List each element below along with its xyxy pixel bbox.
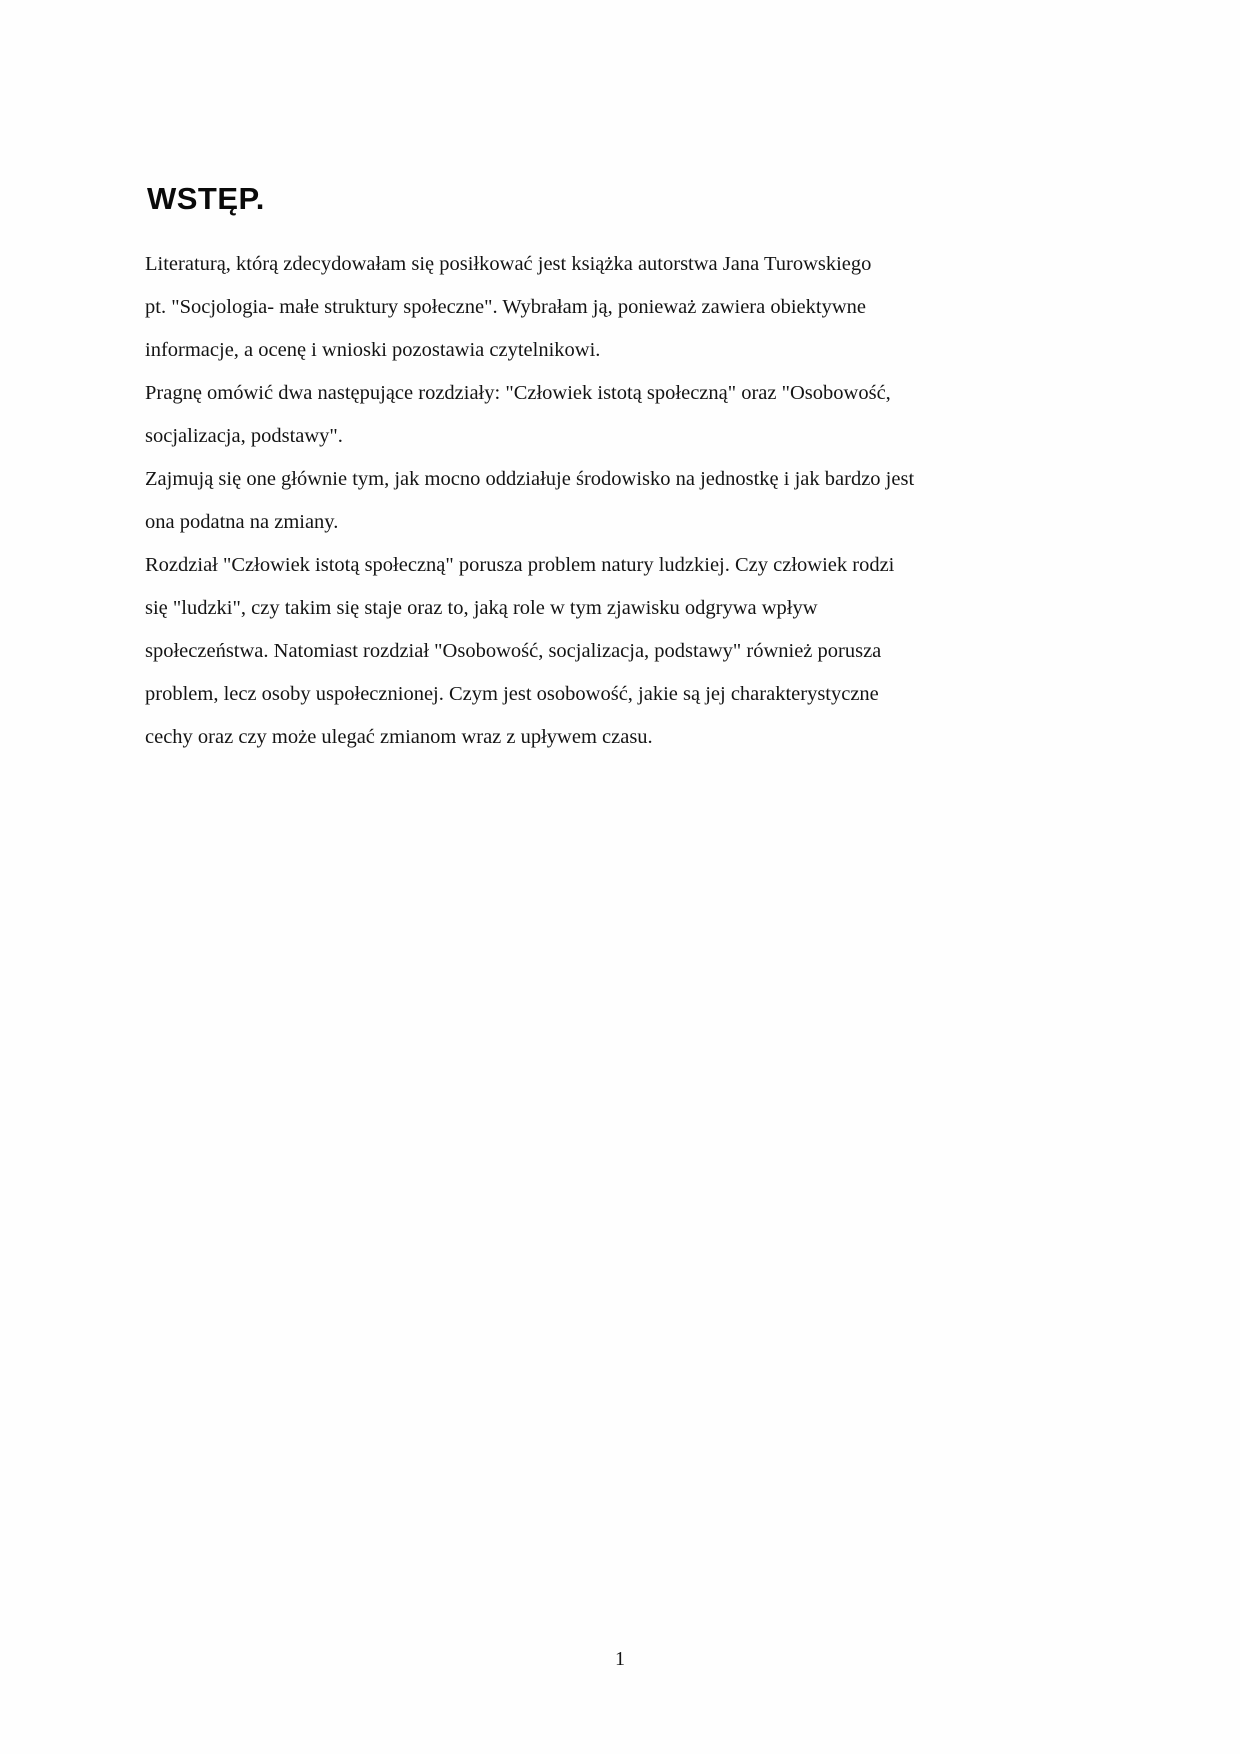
intro-paragraph (145, 243, 1155, 759)
paragraph-line: ona podatna na zmiany. (145, 511, 339, 533)
page-number: 1 (615, 1648, 625, 1670)
paragraph-line: socjalizacja, podstawy". (145, 425, 343, 447)
paragraph-line: pt. "Socjologia- małe struktury społeczne". Wybrałam ją, ponieważ zawiera obiektywne (145, 296, 866, 318)
paragraph-line: cechy oraz czy może ulegać zmianom wraz z upływem czasu. (145, 726, 653, 748)
paragraph-line: problem, lecz osoby uspołecznionej. Czym jest osobowość, jakie są jej charakterystyczne (145, 683, 879, 705)
paragraph-line: się "ludzki", czy takim się staje oraz to, jaką role w tym zjawisku odgrywa wpływ (145, 597, 818, 619)
paragraph-line: Rozdział "Człowiek istotą społeczną" porusza problem natury ludzkiej. Czy człowiek rodzi (145, 554, 895, 576)
paragraph-line: społeczeństwa. Natomiast rozdział "Osobowość, socjalizacja, podstawy" również porusza (145, 640, 882, 662)
section-heading: WSTĘP. (147, 180, 265, 216)
paragraph-line: Zajmują się one głównie tym, jak mocno oddziałuje środowisko na jednostkę i jak bardzo jest (145, 468, 915, 490)
paragraph-line: Pragnę omówić dwa następujące rozdziały: "Człowiek istotą społeczną" oraz "Osobowość, (145, 382, 891, 404)
paragraph-line: Literaturą, którą zdecydowałam się posiłkować jest książka autorstwa Jana Turowskiego (145, 253, 872, 275)
paragraph-line: informacje, a ocenę i wnioski pozostawia czytelnikowi. (145, 339, 601, 361)
